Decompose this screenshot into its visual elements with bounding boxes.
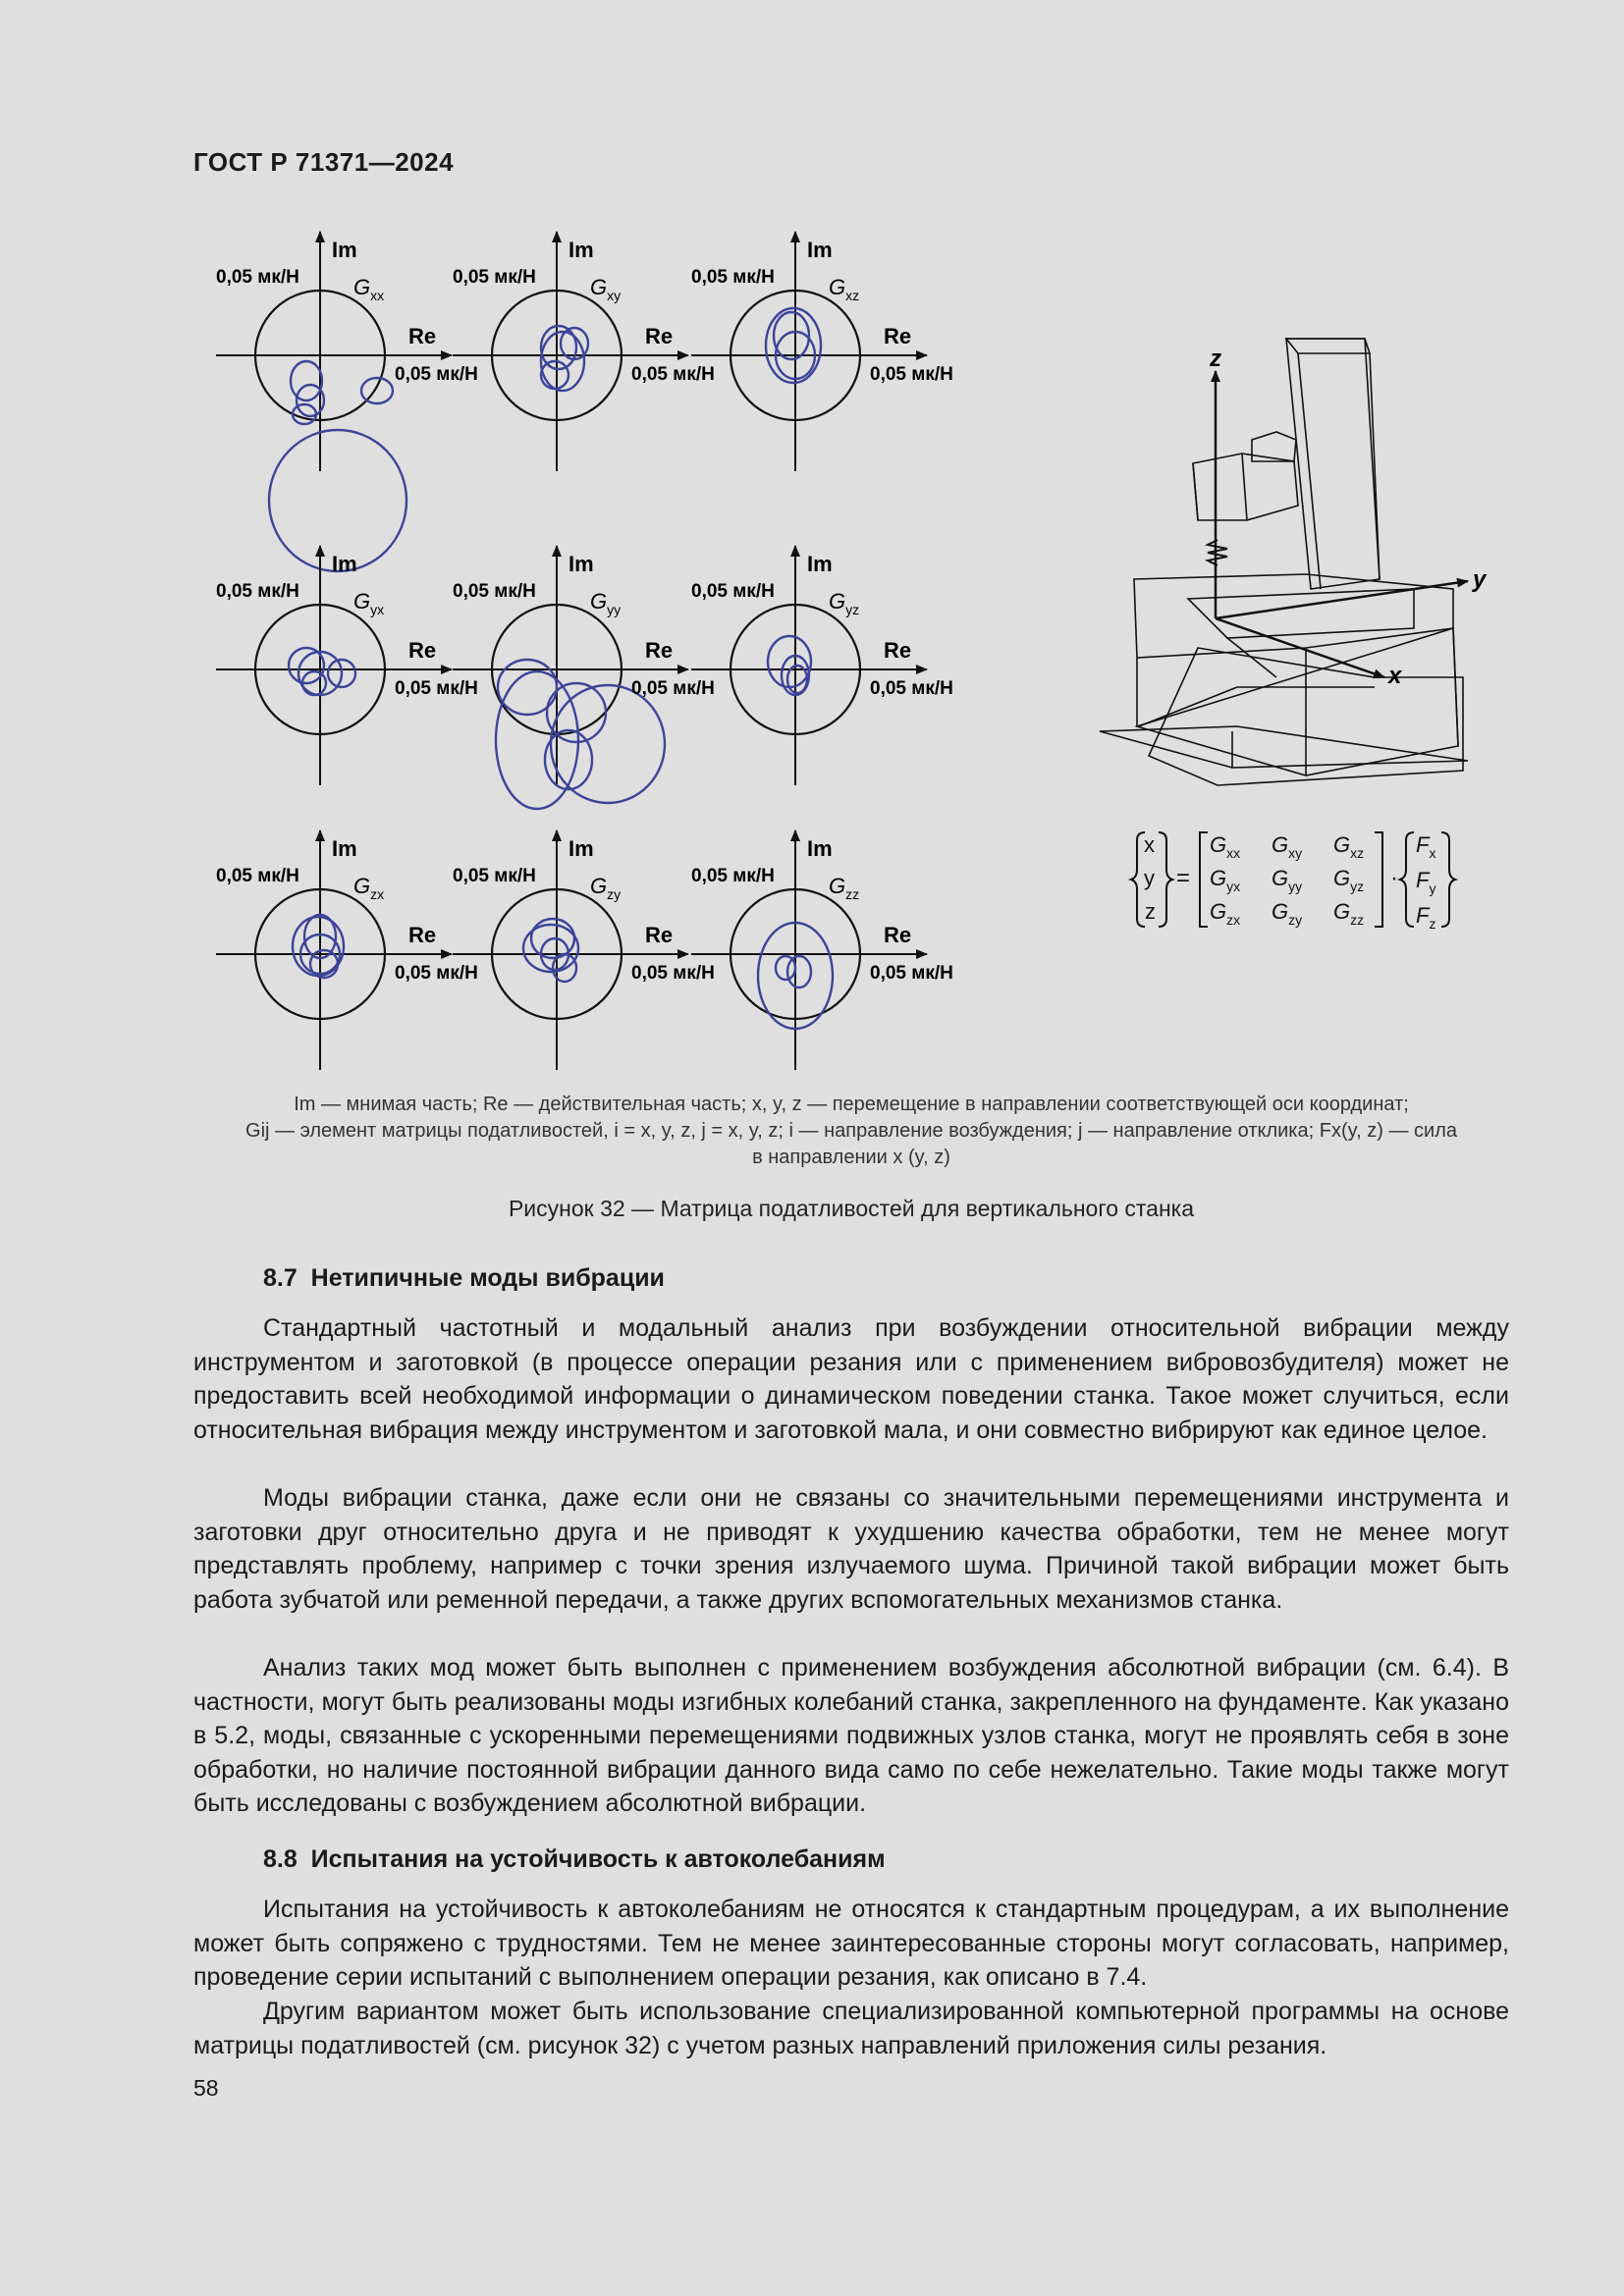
element-label: $G_{zx}$ (353, 874, 385, 902)
im-label: Im (807, 552, 833, 576)
matrix-cell-gxx: $G_{xx}$ (1210, 832, 1241, 861)
paragraph-8-7-2: Моды вибрации станка, даже если они не связаны со значительными перемещениями инструмента и заготовки друг относительно друга и не приводят к ухудшению качества обработки, тем не менее могут представлять проблему, например с точки зрения излучаемого шума. Причиной такой вибрации может быть работа зубчатой или ременной передачи, а также других вспомогательных механизмов станка. (193, 1484, 1509, 1614)
matrix-cell-gxy: $G_{xy}$ (1272, 832, 1303, 861)
response-loop (523, 925, 578, 972)
re-label: Re (408, 638, 437, 663)
re-scale-label: 0,05 мк/Н (870, 364, 953, 385)
element-label: $G_{yz}$ (829, 589, 860, 617)
element-label: $G_{zy}$ (590, 874, 622, 902)
matrix-lhs-y: y (1144, 866, 1155, 890)
response-loop (541, 332, 584, 391)
im-label: Im (568, 552, 594, 576)
force-fy: $F_y$ (1416, 868, 1436, 896)
response-loop (293, 917, 344, 976)
im-label: Im (332, 552, 357, 576)
re-label: Re (884, 923, 912, 947)
polar-plot-gzx (216, 830, 478, 1070)
response-loop (361, 378, 393, 403)
im-scale-label: 0,05 мк/Н (691, 866, 775, 886)
svg-text:·: · (1390, 865, 1398, 891)
response-loop (289, 648, 324, 683)
section-heading-8-7 (263, 1264, 665, 1293)
re-scale-label: 0,05 мк/Н (870, 678, 953, 699)
paragraph-8-7-1: Стандартный частотный и модальный анализ при возбуждении относительной вибрации между инструментом и заготовкой (в процессе операции резания или с применением вибровозбудителя) может не предоставить всей необходимой информации о динамическом поведении станка. Такое может случиться, если относительная вибрация между инструментом и заготовкой мала, и они совместно вибрируют как единое целое. (193, 1314, 1509, 1444)
element-label: $G_{yy}$ (590, 589, 622, 617)
document-code: ГОСТ Р 71371—2024 (193, 147, 455, 177)
paragraph-8-8-2: Другим вариантом может быть использование специализированной компьютерной программы на основе матрицы податливостей (см. рисунок 32) с учетом разных направлений приложения силы резания. (193, 1998, 1509, 2059)
polar-plot-gxx (216, 232, 478, 571)
machine-axis-y-label: y (1473, 566, 1487, 593)
matrix-cell-gyz: $G_{yz}$ (1333, 866, 1365, 894)
re-scale-label: 0,05 мк/Н (631, 963, 715, 984)
element-label: $G_{zz}$ (829, 874, 860, 902)
polar-plot-gxy (453, 232, 715, 471)
force-fz: $F_z$ (1416, 903, 1436, 932)
response-loop (291, 361, 322, 400)
matrix-lhs-z: z (1145, 899, 1156, 924)
im-label: Im (568, 238, 594, 262)
polar-plot-gyz (691, 546, 953, 785)
legend-line-3: в направлении x (y, z) (752, 1147, 950, 1168)
im-scale-label: 0,05 мк/Н (216, 581, 299, 602)
re-label: Re (408, 923, 437, 947)
polar-plot-gyx (216, 546, 478, 785)
im-scale-label: 0,05 мк/Н (691, 267, 775, 288)
re-scale-label: 0,05 мк/Н (395, 364, 478, 385)
response-loop (551, 685, 665, 803)
im-label: Im (568, 836, 594, 861)
element-label: $G_{xx}$ (353, 275, 385, 303)
re-label: Re (884, 324, 912, 348)
element-label: $G_{xz}$ (829, 275, 860, 303)
section-heading-8-8 (263, 1845, 886, 1874)
re-scale-label: 0,05 мк/Н (870, 963, 953, 984)
response-loop (776, 956, 795, 980)
matrix-cell-gzz: $G_{zz}$ (1333, 899, 1365, 928)
element-label: $G_{yx}$ (353, 589, 385, 617)
force-fx: $F_x$ (1416, 832, 1436, 861)
response-loop (774, 312, 809, 359)
section-title: Испытания на устойчивость к автоколебаниям (310, 1845, 886, 1873)
machine-axis-z-label: z (1210, 346, 1221, 372)
re-label: Re (645, 923, 674, 947)
section-title: Нетипичные моды вибрации (310, 1264, 665, 1292)
polar-plot-gyy (453, 546, 715, 809)
re-label: Re (408, 324, 437, 348)
re-scale-label: 0,05 мк/Н (395, 963, 478, 984)
machine-axis-x-label: x (1388, 663, 1402, 689)
im-scale-label: 0,05 мк/Н (453, 267, 536, 288)
polar-plot-gzy (453, 830, 715, 1070)
re-label: Re (884, 638, 912, 663)
im-scale-label: 0,05 мк/Н (453, 866, 536, 886)
im-scale-label: 0,05 мк/Н (216, 866, 299, 886)
re-label: Re (645, 324, 674, 348)
re-scale-label: 0,05 мк/Н (395, 678, 478, 699)
compliance-matrix-equation (1131, 832, 1455, 932)
section-number: 8.7 (263, 1264, 298, 1292)
im-scale-label: 0,05 мк/Н (691, 581, 775, 602)
response-loop (787, 956, 811, 988)
machine-drawing (1100, 339, 1468, 785)
matrix-cell-gxz: $G_{xz}$ (1333, 832, 1365, 861)
svg-text:=: = (1176, 865, 1191, 891)
im-scale-label: 0,05 мк/Н (453, 581, 536, 602)
figure-32 (0, 0, 1624, 1080)
im-scale-label: 0,05 мк/Н (216, 267, 299, 288)
im-label: Im (332, 238, 357, 262)
figure-caption: Рисунок 32 — Матрица податливостей для вертикального станка (508, 1196, 1195, 1221)
matrix-lhs-x: x (1144, 832, 1155, 857)
polar-plot-gzz (691, 830, 953, 1070)
matrix-cell-gyx: $G_{yx}$ (1210, 866, 1241, 894)
section-number: 8.8 (263, 1845, 298, 1873)
element-label: $G_{xy}$ (590, 275, 622, 303)
polar-plot-gxz (691, 232, 953, 471)
matrix-cell-gzy: $G_{zy}$ (1272, 899, 1303, 928)
paragraph-8-8-1: Испытания на устойчивость к автоколебаниям не относятся к стандартным процедурам, а их выполнение может быть сопряжено с трудностями. Тем не менее заинтересованные стороны могут согласовать, например, проведение серии испытаний с выполнением операции резания, как описано в 7.4. (193, 1896, 1509, 1991)
matrix-cell-gzx: $G_{zx}$ (1210, 899, 1241, 928)
figure-legend (193, 1092, 1509, 1171)
paragraph-8-7-3: Анализ таких мод может быть выполнен с применением возбуждения абсолютной вибрации (см. 6.4). В частности, могут быть реализованы моды изгибных колебаний станка, закрепленного на фундаменте. Как указано в 5.2, моды, связанные с ускоренными перемещениями подвижных узлов станка, могут не проявлять себя в зоне обработки, но наличие постоянной вибрации данного вида само по себе нежелательно. Такие моды также могут быть исследованы с возбуждением абсолютной вибрации. (193, 1654, 1509, 1817)
re-scale-label: 0,05 мк/Н (631, 364, 715, 385)
re-scale-label: 0,05 мк/Н (631, 678, 715, 699)
im-label: Im (807, 836, 833, 861)
polar-plots-grid (216, 232, 953, 1070)
legend-line-1: Im — мнимая часть; Re — действительная часть; x, y, z — перемещение в направлении соответствующей оси координат; (294, 1094, 1409, 1115)
im-label: Im (332, 836, 357, 861)
response-loop (541, 361, 568, 389)
im-label: Im (807, 238, 833, 262)
re-label: Re (645, 638, 674, 663)
legend-line-2: Gij — элемент матрицы податливостей, i = x, y, z, j = x, y, z; i — направление возбуждения; j — направление отклика; Fx(y, z) — сила (245, 1120, 1457, 1142)
response-loop (269, 430, 406, 571)
page-number: 58 (193, 2075, 219, 2101)
matrix-cell-gyy: $G_{yy}$ (1272, 866, 1303, 894)
